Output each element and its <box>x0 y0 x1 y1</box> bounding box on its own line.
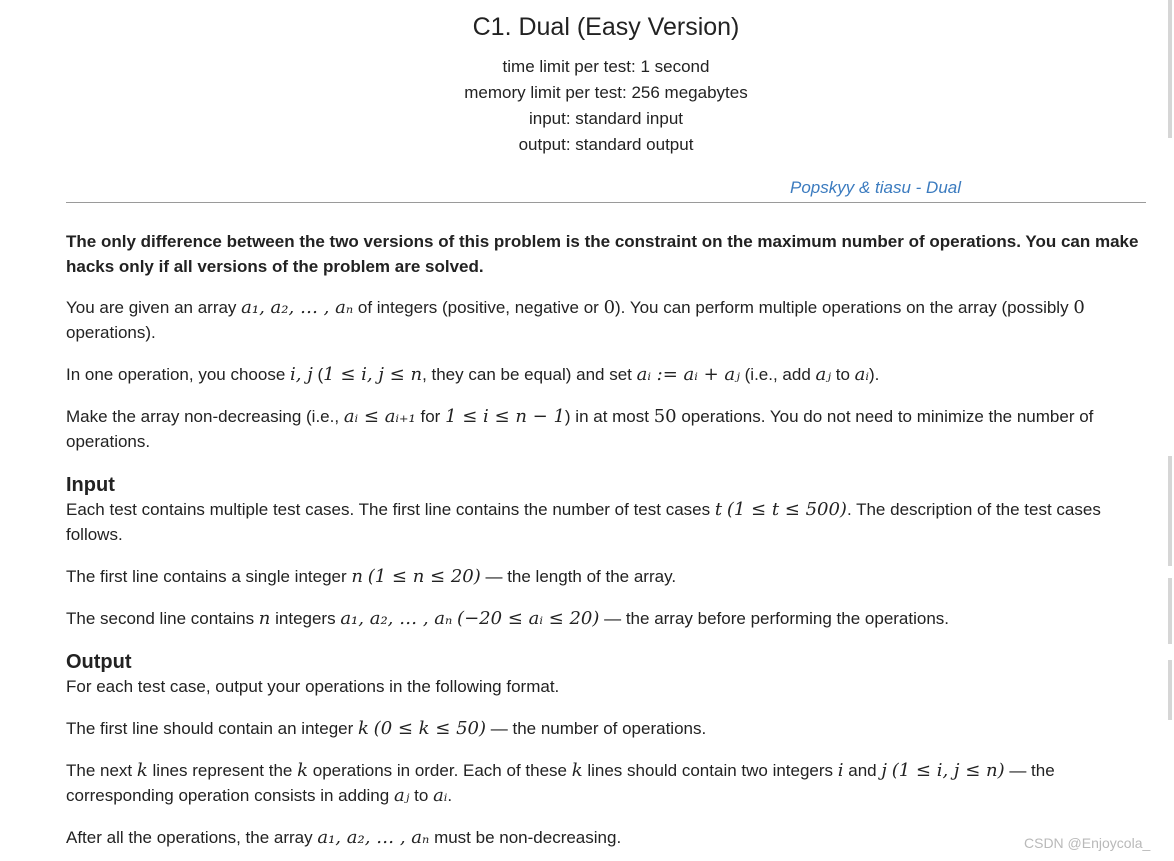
input-heading: Input <box>66 474 115 496</box>
text: ). You can perform multiple operations on the array (possibly <box>615 298 1074 317</box>
math: aᵢ <box>854 364 870 385</box>
input-para-3 <box>66 606 1146 631</box>
text: You are given an array <box>66 298 242 317</box>
math: 50 <box>653 406 677 427</box>
output-spec: output: standard output <box>518 135 694 154</box>
text: of integers (positive, negative or <box>353 298 604 317</box>
math: i, j <box>290 364 313 385</box>
math: a₁, a₂, … , aₙ <box>241 297 354 318</box>
problem-title: C1. Dual (Easy Version) <box>472 13 740 41</box>
text: (i.e., add <box>739 365 816 384</box>
math: (−20 ≤ aᵢ ≤ 20) <box>457 608 600 629</box>
math: n <box>351 566 363 587</box>
divider <box>66 202 1146 203</box>
math: k <box>297 760 309 781</box>
scrollbar-fragment[interactable] <box>1168 456 1172 566</box>
math: aⱼ <box>393 785 410 806</box>
output-heading: Output <box>66 651 132 673</box>
text: The first line contains a single integer <box>66 567 352 586</box>
math: (0 ≤ k ≤ 50) <box>373 718 487 739</box>
math: (1 ≤ i, j ≤ n) <box>891 760 1005 781</box>
text: ) in at most <box>564 407 654 426</box>
math: k <box>358 718 369 739</box>
text: lines represent the <box>147 761 298 780</box>
statement-para-2 <box>66 362 1146 387</box>
output-para-1: For each test case, output your operations in the following format. <box>66 677 560 696</box>
text: — the length of the array. <box>480 567 677 586</box>
math: 1 ≤ i ≤ n − 1 <box>445 406 565 427</box>
text: Make the array non-decreasing (i.e., <box>66 407 344 426</box>
text: The first line should contain an integer <box>66 719 359 738</box>
input-para-1 <box>66 497 1146 547</box>
output-para-4 <box>66 825 1146 850</box>
text: ( <box>312 365 324 384</box>
text: to <box>409 786 434 805</box>
text: — the number of operations. <box>486 719 707 738</box>
math: aᵢ ≤ aᵢ₊₁ <box>343 406 416 427</box>
text: . The description of the test cases follows. <box>66 500 1101 544</box>
input-para-2 <box>66 564 1146 589</box>
math: aᵢ <box>433 785 448 806</box>
text: After all the operations, the array <box>66 828 318 847</box>
math: n <box>258 608 271 629</box>
source-link[interactable]: Popskyy & tiasu - Dual <box>790 178 962 197</box>
statement-para-3 <box>66 404 1146 454</box>
input-spec: input: standard input <box>528 109 684 128</box>
text: — the corresponding operation consists in adding <box>66 761 1055 805</box>
text: and <box>843 761 882 780</box>
version-note: The only difference between the two versions of this problem is the constraint on the maximum number of operations. You can make hacks only if all versions of the problem are solved. <box>66 232 1139 276</box>
text: lines should contain two integers <box>582 761 838 780</box>
math: a₁, a₂, … , aₙ <box>340 608 453 629</box>
text: ). <box>869 365 880 384</box>
time-limit: time limit per test: 1 second <box>502 57 710 76</box>
memory-limit: memory limit per test: 256 megabytes <box>464 83 748 102</box>
text: The second line contains <box>66 609 259 628</box>
math: 0 <box>1073 297 1085 318</box>
watermark: CSDN @Enjoycola_ <box>1024 835 1151 851</box>
math: k <box>136 760 148 781</box>
math: 1 ≤ i, j ≤ n <box>323 364 423 385</box>
math: (1 ≤ t ≤ 500) <box>726 499 847 520</box>
output-para-2 <box>66 716 1146 741</box>
math: i <box>837 760 844 781</box>
math: j <box>881 760 887 781</box>
math: t <box>714 499 723 520</box>
text: , they can be equal) and set <box>422 365 637 384</box>
scrollbar-fragment[interactable] <box>1168 660 1172 720</box>
text: to <box>831 365 855 384</box>
scrollbar-fragment[interactable] <box>1168 0 1172 138</box>
text: Each test contains multiple test cases. The first line contains the number of test cases <box>66 500 715 519</box>
text: for <box>415 407 446 426</box>
math: 0 <box>603 297 616 318</box>
text: must be non-decreasing. <box>429 828 622 847</box>
math: aᵢ := aᵢ + aⱼ <box>636 364 740 385</box>
text: The next <box>66 761 137 780</box>
text: integers <box>270 609 341 628</box>
text: operations in order. Each of these <box>308 761 572 780</box>
text: In one operation, you choose <box>66 365 290 384</box>
math: k <box>571 760 583 781</box>
statement-para-1 <box>66 295 1146 345</box>
math: a₁, a₂, … , aₙ <box>317 827 430 848</box>
text: . <box>447 786 453 805</box>
output-para-3 <box>66 758 1146 808</box>
math: aⱼ <box>815 364 832 385</box>
math: (1 ≤ n ≤ 20) <box>367 566 481 587</box>
text: operations. You do not need to minimize the number of operations. <box>66 407 1094 451</box>
text: — the array before performing the operations. <box>599 609 950 628</box>
text: operations). <box>66 323 156 342</box>
scrollbar-fragment[interactable] <box>1168 578 1172 644</box>
